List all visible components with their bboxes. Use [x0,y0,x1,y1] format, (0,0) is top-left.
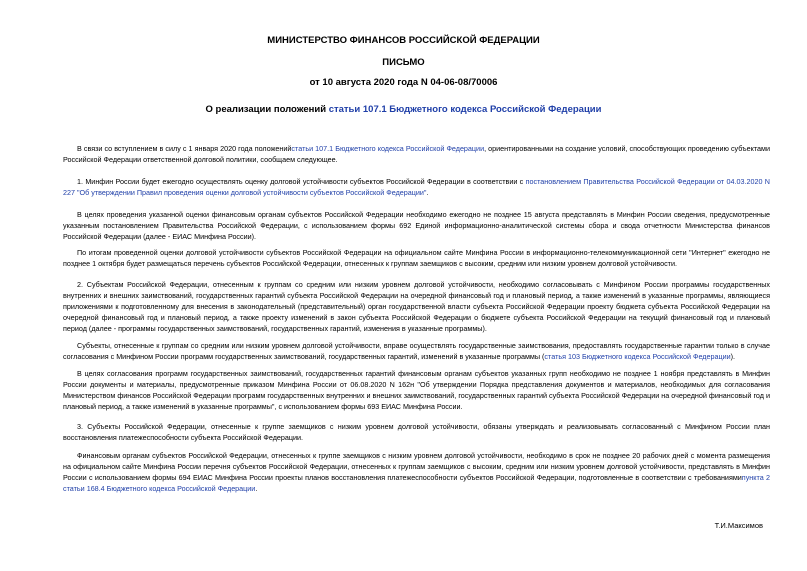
ministry-title: МИНИСТЕРСТВО ФИНАНСОВ РОССИЙСКОЙ ФЕДЕРАЦИИ [267,35,540,46]
paragraph-text: Субъекты, отнесенные к группам со средним или низким уровнем долговой устойчивости, вправе осуществлять государственные заимствования, предоставлять государственные гарантии только в случае согласования с Минфином России программ государственных заимствований, государственных гарантий, изменений в указанные программы ( [63,341,770,361]
paragraph-assessment-data: В целях проведения указанной оценки финансовым органам субъектов Российской Федерации необходимо ежегодно не позднее 15 августа представлять в Минфин России сведения, предусмотренные указанным постановлением Правительства Российской Федерации, с использованием формы 692 Единой информационно-аналитической системы сбора и свода отчетности Министерства финансов Российской Федерации (далее - ЕИАС Минфина России). [63,210,770,241]
government-decree-link[interactable]: постановлением Правительства Российской Федерации от 04.03.2020 N 227 "Об утверждении Правил проведения оценки долговой устойчивости субъектов Российской Федерации" [63,177,770,197]
paragraph-results-list: По итогам проведенной оценки долговой устойчивости субъектов Российской Федерации на официальном сайте Минфина России в информационно-телекоммуникационной сети "Интернет" ежегодно не позднее 1 октября будет размещаться перечень субъектов Российской Федерации, отнесенных к группам заемщиков с высоким, средним или низким уровнем долговой устойчивости. [63,248,770,268]
paragraph-text: 1. Минфин России будет ежегодно осуществлять оценку долговой устойчивости субъектов Российской Федерации в соответствии с [77,177,526,186]
paragraph-3: 3. Субъекты Российской Федерации, отнесенные к группе заемщиков с низким уровнем долговой устойчивости, обязаны утверждать и реализовывать согласованный с Минфином России план восстановления платежеспособности субъекта Российской Федерации. [63,422,770,442]
paragraph-borrowing-rights [63,341,770,363]
article-168-4-link[interactable]: пункта 2 статьи 168.4 Бюджетного кодекса Российской Федерации [63,472,770,493]
document-date-number: от 10 августа 2020 года N 04-06-08/70006 [309,77,498,88]
paragraph-text: ). [730,351,736,361]
paragraph-approval-documents: В целях согласования программ государственных заимствований, государственных гарантий финансовым органам субъектов указанных групп необходимо не позднее 1 ноября представлять в Минфин России документы и материалы, предусмотренные приказом Минфина России от 06.08.2020 N 162н "Об утверждении Порядка представления документов и материалов, необходимых для согласования Министерством финансов Российской Федерации программ государственных внутренних и внешних заимствований, государственных гарантий субъекта Российской Федерации на очередной финансовый год и плановый период, а также изменений в указанные программы", с использованием формы 693 ЕИАС Минфина России. [63,369,770,411]
paragraph-text: Финансовым органам субъектов Российской Федерации, отнесенных к группе заемщиков с низким уровнем долговой устойчивости, необходимо в срок не позднее 20 рабочих дней с момента размещения на официальном сайте Минфина России перечня субъектов Российской Федерации, отнесенных к группам заемщиков с высоким, средним или низким уровнем долговой устойчивости, представлять в Минфин России с использованием формы 694 ЕИАС Минфина России проекты планов восстановления платежеспособности субъектов Российской Федерации, подготовленные в соответствии с требованиями [63,451,770,482]
paragraph-intro [63,144,770,166]
article-107-1-link[interactable]: статьи 107.1 Бюджетного кодекса Российской Федерации [291,144,485,153]
paragraph-text: , ориентированными на создание условий, способствующих проведению субъектами Российской Федерации ответственной долговой политики, сообщаем следующее. [63,144,770,164]
paragraph-1 [63,177,770,199]
paragraph-text: В связи со вступлением в силу с 1 января 2020 года положений [77,144,292,153]
article-103-link[interactable]: статья 103 Бюджетного кодекса Российской Федерации [544,351,731,361]
subject-article-link[interactable]: статьи 107.1 Бюджетного кодекса Российской Федерации [328,104,602,115]
subject-prefix: О реализации положений [205,104,329,115]
document-subject [0,104,807,116]
document-type: ПИСЬМО [382,57,425,68]
signature: Т.И.Максимов [714,521,763,530]
paragraph-text: . [255,483,258,493]
paragraph-recovery-plans [63,451,770,495]
paragraph-2: 2. Субъектам Российской Федерации, отнесенным к группам со средним или низким уровнем долговой устойчивости, необходимо согласовывать с Минфином России программы государственных внутренних и внешних заимствований, государственных гарантий субъекта Российской Федерации на очередной финансовый год и плановый период, а также изменений в указанные программы, являющиеся приложениями к подготовленному для внесения в законодательный (представительный) орган государственной власти субъекта Российской Федерации проекту бюджета субъекта Российской Федерации на очередной финансовый год и плановый период, а также проекту изменений в закон субъекта Российской Федерации о бюджете субъекта Российской Федерации на текущий финансовый год и плановый период (далее - программы государственных заимствований, государственных гарантий, изменения в указанные программы). [63,280,770,333]
paragraph-text: . [426,187,429,197]
